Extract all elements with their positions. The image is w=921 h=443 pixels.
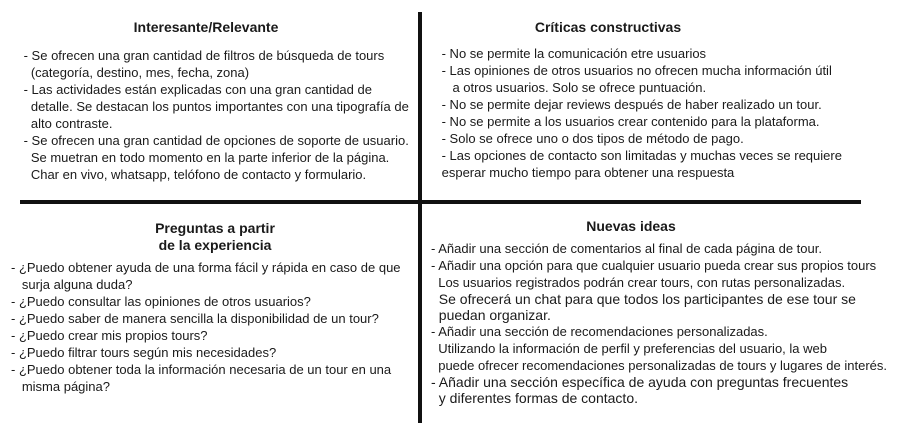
list-line: - Se ofrecen una gran cantidad de filtros de búsqueda de tours	[20, 48, 385, 63]
list-line: Char en vivo, whatsapp, telófono de contacto y formulario.	[20, 167, 367, 182]
list-line: Se muetran en todo momento en la parte inferior de la página.	[20, 150, 390, 165]
list-line: Los usuarios registrados podrán crear tours, con rutas personalizadas.	[431, 275, 846, 290]
list-line: - ¿Puedo consultar las opiniones de otros usuarios?	[11, 294, 311, 309]
list-line: - No se permite dejar reviews después de haber realizado un tour.	[438, 97, 822, 112]
list-line: - ¿Puedo crear mis propios tours?	[11, 328, 208, 343]
quadrant-list	[438, 45, 858, 181]
list-line: - Las actividades están explicadas con una gran cantidad de	[20, 82, 372, 97]
list-line: - Se ofrecen una gran cantidad de opciones de soporte de usuario.	[20, 133, 409, 148]
list-line: - ¿Puedo obtener ayuda de una forma fácil y rápida en caso de que	[11, 260, 401, 275]
list-line: y diferentes formas de contacto.	[431, 390, 638, 406]
quadrant-list	[20, 47, 412, 183]
horizontal-divider	[20, 200, 861, 204]
quadrant-title: Interesante/Relevante	[133, 19, 279, 35]
list-line: - Añadir una sección específica de ayuda con preguntas frecuentes	[431, 374, 849, 390]
list-line: - Añadir una sección de comentarios al final de cada página de tour.	[431, 241, 822, 256]
list-line: - ¿Puedo obtener toda la información necesaria de un tour en una	[11, 362, 392, 377]
list-line: surja alguna duda?	[11, 277, 133, 292]
list-line: puedan organizar.	[431, 307, 551, 323]
quadrant-list	[11, 259, 411, 395]
list-line: alto contraste.	[20, 116, 113, 131]
list-line: Se ofrecerá un chat para que todos los participantes de ese tour se	[431, 291, 856, 307]
quadrant-title-line-1: Preguntas a partir	[155, 220, 275, 236]
quadrant-criticas-constructivas	[438, 19, 858, 181]
quadrant-title-line-2: de la experiencia	[158, 237, 272, 253]
list-line: (categoría, destino, mes, fecha, zona)	[20, 65, 250, 80]
quadrant-interesante-relevante	[20, 19, 412, 183]
list-line: - Añadir una sección de recomendaciones personalizadas.	[431, 324, 768, 339]
list-line: Utilizando la información de perfil y preferencias del usuario, la web	[431, 341, 827, 356]
quadrant-title: Nuevas ideas	[586, 218, 676, 234]
list-line: - ¿Puedo filtrar tours según mis necesidades?	[11, 345, 277, 360]
quadrant-preguntas	[11, 220, 411, 395]
quadrant-list	[431, 240, 911, 406]
list-line: - No se permite la comunicación etre usuarios	[438, 46, 707, 61]
quadrant-nuevas-ideas	[431, 218, 911, 406]
quadrant-title: Críticas constructivas	[534, 19, 682, 35]
list-line: - Añadir una opción para que cualquier usuario pueda crear sus propios tours	[431, 258, 877, 273]
list-line: - Las opiniones de otros usuarios no ofrecen mucha información útil	[438, 63, 832, 78]
list-line: - Las opciones de contacto son limitadas y muchas veces se requiere	[438, 148, 842, 163]
list-line: - No se permite a los usuarios crear contenido para la plataforma.	[438, 114, 820, 129]
list-line: - Solo se ofrece uno o dos tipos de método de pago.	[438, 131, 744, 146]
list-line: a otros usuarios. Solo se ofrece puntuación.	[438, 80, 707, 95]
list-line: esperar mucho tiempo para obtener una respuesta	[438, 165, 735, 180]
list-line: - ¿Puedo saber de manera sencilla la disponibilidad de un tour?	[11, 311, 379, 326]
list-line: misma página?	[11, 379, 110, 394]
list-line: detalle. Se destacan los puntos importantes con una tipografía de	[20, 99, 409, 114]
list-line: puede ofrecer recomendaciones personalizadas de tours y lugares de interés.	[431, 358, 887, 373]
